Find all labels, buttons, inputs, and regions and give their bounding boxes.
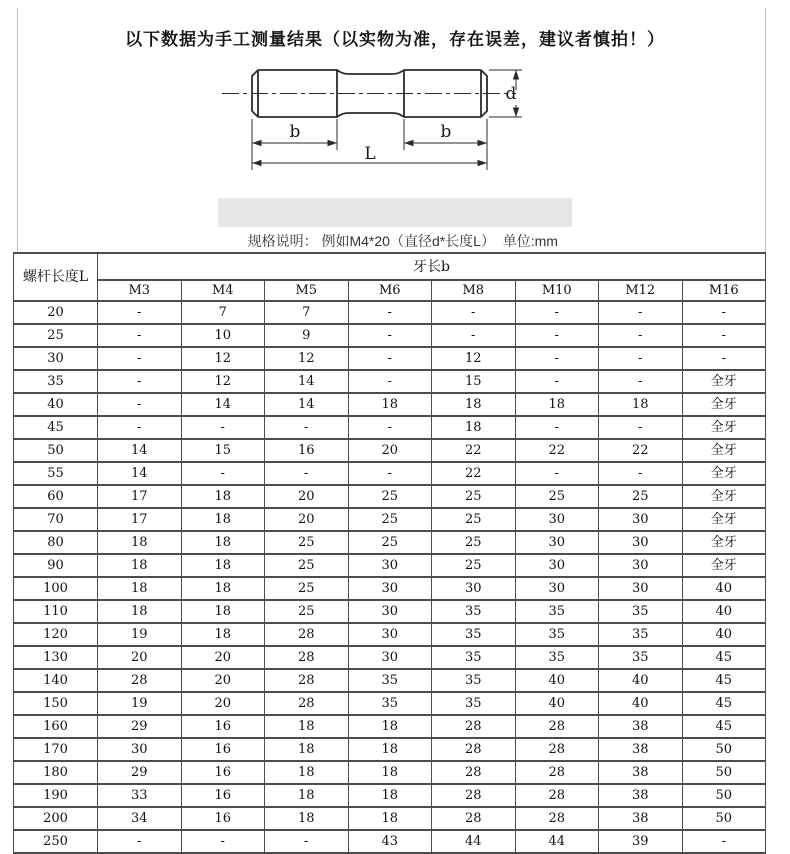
thread-length-cell: -: [348, 370, 432, 393]
thread-length-cell: 25: [265, 577, 349, 600]
thread-length-cell: 18: [265, 761, 349, 784]
length-column-header: 螺杆长度L: [14, 253, 98, 301]
thread-length-cell: 50: [682, 761, 766, 784]
thread-length-cell: 35: [348, 692, 432, 715]
thread-length-cell: -: [98, 324, 182, 347]
length-cell: 20: [14, 301, 98, 324]
thread-length-cell: -: [682, 347, 766, 370]
thread-length-cell: 38: [599, 738, 683, 761]
thread-length-cell: -: [432, 324, 516, 347]
table-row: [14, 462, 766, 485]
thread-length-cell: 40: [515, 692, 599, 715]
table-row: [14, 623, 766, 646]
thread-length-cell: 7: [181, 301, 265, 324]
thread-length-cell: 15: [432, 370, 516, 393]
thread-length-cell: 22: [599, 439, 683, 462]
thread-length-cell: 28: [515, 807, 599, 830]
thread-length-cell: 35: [432, 623, 516, 646]
thread-length-cell: 22: [432, 462, 516, 485]
thread-length-cell: 18: [515, 393, 599, 416]
thread-length-cell: 20: [181, 646, 265, 669]
thread-length-cell: 全牙: [682, 416, 766, 439]
thread-length-cell: 17: [98, 485, 182, 508]
thread-length-cell: 44: [515, 830, 599, 853]
thread-length-group-header: 牙长b: [98, 253, 766, 280]
table-row: [14, 508, 766, 531]
thread-length-cell: 38: [599, 715, 683, 738]
dim-label-b-right: b: [440, 122, 452, 142]
thread-length-cell: 9: [265, 324, 349, 347]
thread-length-cell: 18: [98, 600, 182, 623]
thread-length-cell: 30: [515, 531, 599, 554]
thread-length-cell: 18: [181, 485, 265, 508]
thread-length-cell: 28: [432, 807, 516, 830]
thread-length-cell: 18: [348, 761, 432, 784]
table-header: [14, 253, 766, 301]
size-header-row: [14, 280, 766, 301]
length-cell: 190: [14, 784, 98, 807]
length-cell: 150: [14, 692, 98, 715]
thread-length-cell: 18: [265, 715, 349, 738]
length-cell: 30: [14, 347, 98, 370]
thread-length-cell: 16: [181, 784, 265, 807]
thread-length-cell: 16: [181, 761, 265, 784]
table-row: [14, 554, 766, 577]
thread-length-cell: 18: [348, 784, 432, 807]
length-cell: 100: [14, 577, 98, 600]
table-row: [14, 830, 766, 853]
thread-length-cell: 18: [98, 554, 182, 577]
thread-length-cell: 30: [599, 508, 683, 531]
thread-length-cell: 40: [682, 600, 766, 623]
stud-bolt-diagram: [182, 55, 530, 175]
thread-length-cell: 18: [265, 738, 349, 761]
thread-length-cell: -: [348, 347, 432, 370]
thread-length-cell: 30: [348, 646, 432, 669]
thread-length-cell: 28: [432, 738, 516, 761]
thread-length-cell: 16: [181, 807, 265, 830]
thread-length-cell: 40: [599, 669, 683, 692]
thread-length-cell: 15: [181, 439, 265, 462]
thread-length-cell: 25: [348, 508, 432, 531]
thread-length-cell: -: [98, 370, 182, 393]
thread-length-cell: 35: [432, 646, 516, 669]
table-row: [14, 738, 766, 761]
thread-length-cell: 38: [599, 784, 683, 807]
thread-length-cell: 全牙: [682, 531, 766, 554]
thread-length-cell: 40: [599, 692, 683, 715]
thread-length-cell: 全牙: [682, 508, 766, 531]
size-column-header: M8: [432, 280, 516, 301]
thread-length-cell: 18: [432, 393, 516, 416]
thread-length-cell: 25: [265, 554, 349, 577]
thread-length-cell: -: [599, 416, 683, 439]
thread-length-cell: 12: [181, 347, 265, 370]
spec-note-text: 规格说明： 例如M4*20（直径d*长度L） 单位:mm: [247, 233, 558, 249]
thread-length-cell: -: [515, 301, 599, 324]
table-row: [14, 807, 766, 830]
thread-length-cell: -: [98, 347, 182, 370]
thread-length-cell: 28: [515, 761, 599, 784]
right-thread-section: [404, 70, 487, 117]
table-row: [14, 715, 766, 738]
length-cell: 200: [14, 807, 98, 830]
thread-length-cell: -: [515, 462, 599, 485]
disclaimer-title: 以下数据为手工测量结果（以实物为准，存在误差，建议者慎拍！）: [125, 30, 665, 49]
thread-length-cell: 30: [515, 577, 599, 600]
length-cell: 130: [14, 646, 98, 669]
thread-length-cell: 35: [515, 623, 599, 646]
thread-length-cell: 19: [98, 623, 182, 646]
thread-length-cell: 20: [348, 439, 432, 462]
length-cell: 80: [14, 531, 98, 554]
length-cell: 250: [14, 830, 98, 853]
thread-length-table: [13, 252, 766, 854]
thread-length-cell: 35: [515, 600, 599, 623]
thread-length-cell: 35: [599, 623, 683, 646]
thread-length-cell: 33: [98, 784, 182, 807]
thread-length-cell: 20: [181, 669, 265, 692]
thread-length-cell: 30: [599, 554, 683, 577]
thread-length-cell: -: [98, 416, 182, 439]
thread-length-cell: -: [599, 370, 683, 393]
thread-length-cell: 29: [98, 715, 182, 738]
thread-length-cell: 18: [265, 784, 349, 807]
thread-length-cell: 30: [515, 554, 599, 577]
thread-length-cell: 25: [348, 485, 432, 508]
length-cell: 35: [14, 370, 98, 393]
thread-length-cell: 18: [181, 554, 265, 577]
thread-length-cell: 35: [432, 692, 516, 715]
thread-length-cell: 35: [599, 600, 683, 623]
thread-length-cell: 18: [181, 600, 265, 623]
thread-length-cell: -: [515, 416, 599, 439]
thread-length-cell: 18: [181, 623, 265, 646]
thread-length-cell: 40: [682, 577, 766, 600]
group-header-row: [14, 253, 766, 280]
thread-length-cell: 17: [98, 508, 182, 531]
size-column-header: M12: [599, 280, 683, 301]
thread-length-cell: 30: [348, 554, 432, 577]
thread-length-cell: -: [682, 830, 766, 853]
thread-length-cell: 35: [599, 646, 683, 669]
table-row: [14, 347, 766, 370]
thread-length-cell: 30: [515, 508, 599, 531]
thread-length-cell: 10: [181, 324, 265, 347]
table-row: [14, 416, 766, 439]
thread-length-cell: -: [348, 301, 432, 324]
thread-length-cell: 14: [98, 462, 182, 485]
thread-length-cell: 28: [265, 646, 349, 669]
thread-length-cell: 22: [432, 439, 516, 462]
thread-length-cell: 28: [265, 692, 349, 715]
length-cell: 60: [14, 485, 98, 508]
thread-length-cell: 28: [515, 738, 599, 761]
thread-length-cell: 25: [432, 554, 516, 577]
length-cell: 120: [14, 623, 98, 646]
thread-length-cell: 28: [432, 761, 516, 784]
table-row: [14, 531, 766, 554]
thread-length-cell: -: [348, 416, 432, 439]
table-row: [14, 324, 766, 347]
thread-length-cell: 14: [265, 393, 349, 416]
thread-length-cell: 16: [265, 439, 349, 462]
thread-length-cell: -: [348, 324, 432, 347]
thread-length-cell: 22: [515, 439, 599, 462]
thread-length-cell: -: [181, 416, 265, 439]
length-cell: 140: [14, 669, 98, 692]
thread-length-cell: 18: [98, 531, 182, 554]
spec-note-bar: [218, 198, 572, 249]
thread-length-cell: 18: [181, 508, 265, 531]
thread-length-cell: 20: [181, 692, 265, 715]
thread-length-cell: -: [682, 301, 766, 324]
thread-length-cell: 16: [181, 715, 265, 738]
table-row: [14, 485, 766, 508]
thread-length-cell: 18: [348, 715, 432, 738]
thread-length-cell: 34: [98, 807, 182, 830]
thread-length-cell: 18: [599, 393, 683, 416]
length-cell: 160: [14, 715, 98, 738]
size-column-header: M5: [265, 280, 349, 301]
thread-length-cell: 28: [265, 623, 349, 646]
thread-length-cell: 50: [682, 807, 766, 830]
thread-length-cell: 35: [432, 669, 516, 692]
thread-length-cell: 44: [432, 830, 516, 853]
size-column-header: M3: [98, 280, 182, 301]
table-row: [14, 301, 766, 324]
thread-length-cell: 18: [348, 393, 432, 416]
thread-length-cell: 25: [515, 485, 599, 508]
thread-length-cell: 45: [682, 646, 766, 669]
length-cell: 55: [14, 462, 98, 485]
thread-length-cell: 45: [682, 692, 766, 715]
table-row: [14, 669, 766, 692]
thread-length-cell: 28: [98, 669, 182, 692]
table-body: [14, 301, 766, 853]
thread-length-cell: 20: [265, 508, 349, 531]
table-row: [14, 370, 766, 393]
thread-length-cell: 35: [515, 646, 599, 669]
thread-length-cell: 40: [515, 669, 599, 692]
thread-length-cell: -: [98, 830, 182, 853]
thread-length-cell: 20: [265, 485, 349, 508]
thread-length-cell: 20: [98, 646, 182, 669]
length-cell: 50: [14, 439, 98, 462]
thread-length-cell: 28: [515, 715, 599, 738]
thread-length-cell: 12: [432, 347, 516, 370]
thread-length-cell: 全牙: [682, 370, 766, 393]
thread-length-cell: 30: [348, 623, 432, 646]
table-row: [14, 646, 766, 669]
thread-length-cell: 30: [599, 531, 683, 554]
thread-length-cell: 30: [98, 738, 182, 761]
thread-length-cell: 45: [682, 669, 766, 692]
table-row: [14, 761, 766, 784]
thread-length-cell: 14: [98, 439, 182, 462]
thread-length-cell: 50: [682, 784, 766, 807]
thread-length-cell: -: [432, 301, 516, 324]
thread-length-cell: 25: [265, 531, 349, 554]
table-row: [14, 439, 766, 462]
thread-length-cell: 25: [348, 531, 432, 554]
thread-length-cell: 18: [181, 531, 265, 554]
thread-length-cell: 全牙: [682, 462, 766, 485]
thread-length-cell: -: [599, 301, 683, 324]
size-column-header: M16: [682, 280, 766, 301]
thread-length-cell: 14: [265, 370, 349, 393]
thread-length-cell: 35: [348, 669, 432, 692]
thread-length-cell: 38: [599, 761, 683, 784]
thread-length-cell: -: [265, 462, 349, 485]
thread-length-cell: 19: [98, 692, 182, 715]
thread-length-cell: 30: [432, 577, 516, 600]
thread-length-cell: 30: [348, 600, 432, 623]
thread-length-cell: 18: [348, 807, 432, 830]
thread-length-cell: 全牙: [682, 393, 766, 416]
thread-length-cell: 45: [682, 715, 766, 738]
dim-label-length: L: [364, 144, 376, 164]
size-column-header: M4: [181, 280, 265, 301]
thread-length-cell: -: [515, 370, 599, 393]
thread-length-cell: 16: [181, 738, 265, 761]
thread-length-cell: -: [348, 462, 432, 485]
thread-length-cell: 7: [265, 301, 349, 324]
thread-length-cell: 18: [265, 807, 349, 830]
thread-length-cell: 25: [432, 485, 516, 508]
thread-length-cell: 35: [432, 600, 516, 623]
thread-length-cell: 全牙: [682, 439, 766, 462]
dim-label-b-left: b: [289, 122, 301, 142]
thread-length-cell: 12: [265, 347, 349, 370]
length-cell: 40: [14, 393, 98, 416]
thread-length-cell: 25: [432, 531, 516, 554]
thread-length-cell: -: [515, 347, 599, 370]
thread-length-cell: 18: [432, 416, 516, 439]
length-cell: 170: [14, 738, 98, 761]
thread-length-cell: 29: [98, 761, 182, 784]
length-cell: 180: [14, 761, 98, 784]
thread-length-cell: 43: [348, 830, 432, 853]
thread-length-cell: 25: [432, 508, 516, 531]
thread-length-cell: 40: [682, 623, 766, 646]
length-cell: 110: [14, 600, 98, 623]
thread-length-cell: 30: [348, 577, 432, 600]
thread-length-cell: -: [515, 324, 599, 347]
thread-length-cell: -: [599, 462, 683, 485]
thread-length-cell: -: [98, 393, 182, 416]
table-row: [14, 692, 766, 715]
thread-length-cell: 25: [265, 600, 349, 623]
thread-length-cell: 12: [181, 370, 265, 393]
table-row: [14, 784, 766, 807]
thread-length-cell: 28: [432, 715, 516, 738]
thread-length-cell: -: [98, 301, 182, 324]
size-column-header: M6: [348, 280, 432, 301]
length-cell: 25: [14, 324, 98, 347]
thread-length-cell: 30: [599, 577, 683, 600]
thread-length-cell: -: [599, 347, 683, 370]
thread-length-cell: -: [682, 324, 766, 347]
thread-length-cell: 38: [599, 807, 683, 830]
table-row: [14, 393, 766, 416]
length-cell: 90: [14, 554, 98, 577]
thread-length-cell: -: [265, 830, 349, 853]
thread-length-cell: 全牙: [682, 554, 766, 577]
thread-length-cell: 28: [265, 669, 349, 692]
length-cell: 70: [14, 508, 98, 531]
thread-length-cell: -: [181, 830, 265, 853]
thread-length-cell: 25: [599, 485, 683, 508]
thread-length-cell: 18: [98, 577, 182, 600]
thread-length-cell: 14: [181, 393, 265, 416]
table-row: [14, 577, 766, 600]
thread-length-cell: 50: [682, 738, 766, 761]
size-column-header: M10: [515, 280, 599, 301]
thread-length-cell: 18: [181, 577, 265, 600]
thread-length-cell: 28: [432, 784, 516, 807]
length-cell: 45: [14, 416, 98, 439]
thread-length-cell: 18: [348, 738, 432, 761]
thread-length-cell: -: [181, 462, 265, 485]
thread-length-cell: 全牙: [682, 485, 766, 508]
thread-length-cell: -: [599, 324, 683, 347]
dim-label-diameter: d: [505, 84, 517, 104]
thread-length-cell: -: [265, 416, 349, 439]
thread-length-cell: 39: [599, 830, 683, 853]
thread-length-cell: 28: [515, 784, 599, 807]
table-row: [14, 600, 766, 623]
